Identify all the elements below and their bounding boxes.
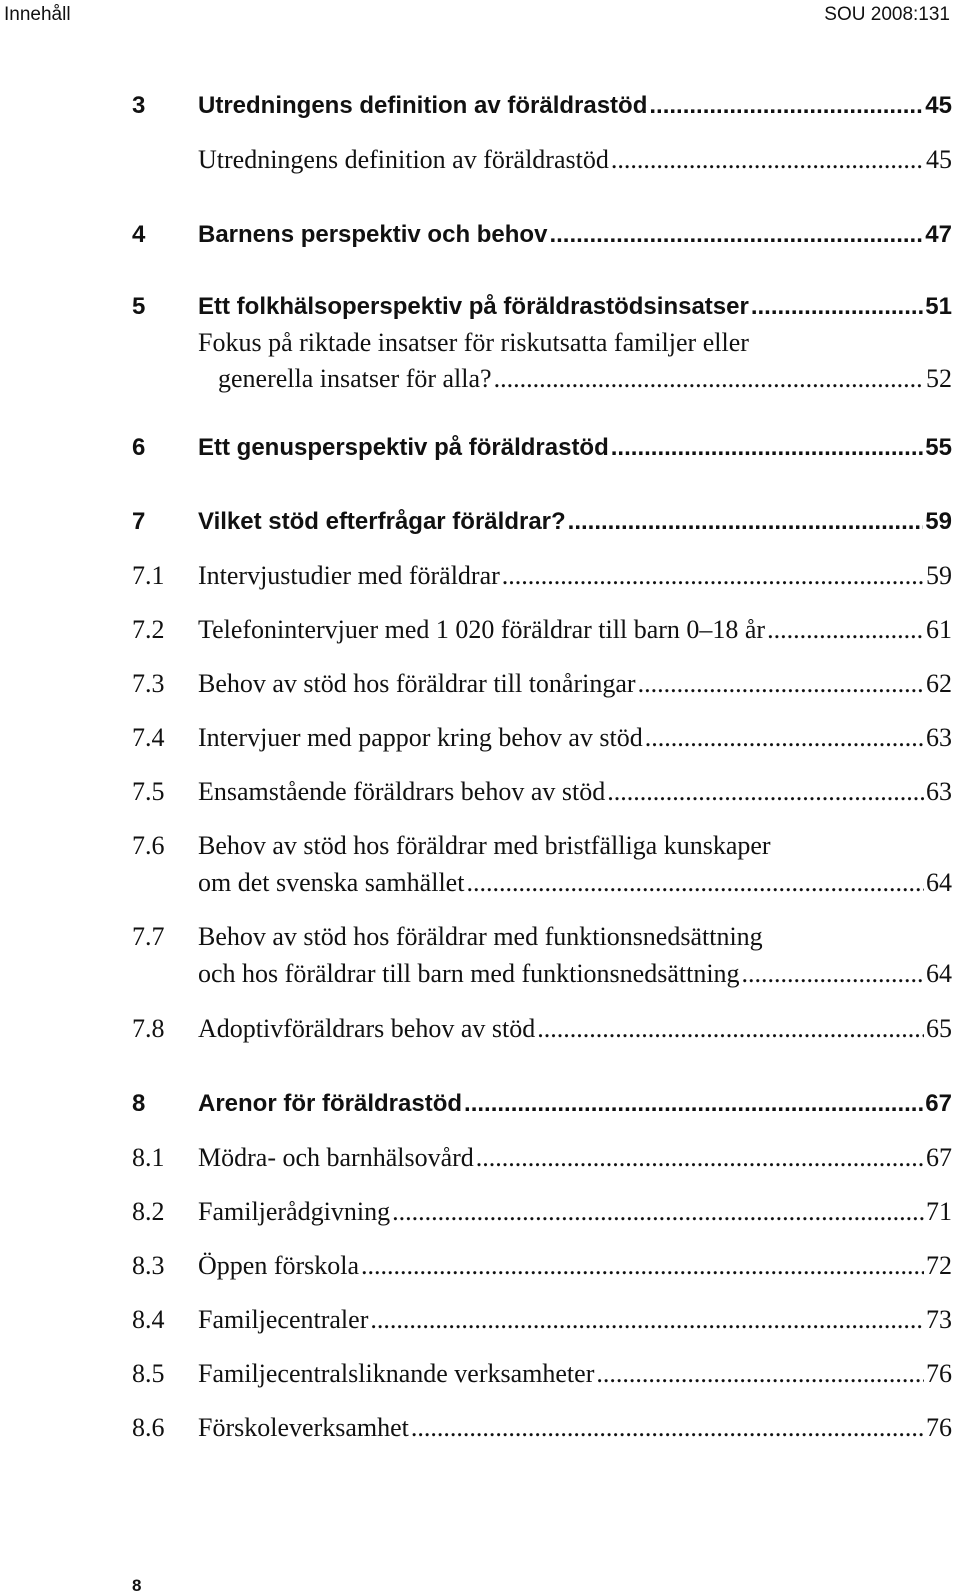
toc-title-first-line: Fokus på riktade insatser för riskutsatta familjer eller <box>198 328 749 357</box>
page-number: 8 <box>132 1576 142 1595</box>
toc-dot-leader <box>742 959 924 989</box>
toc-dot-leader <box>537 1014 924 1044</box>
toc-dot-leader <box>638 669 924 699</box>
toc-number: 8.6 <box>132 1413 165 1442</box>
toc-number: 6 <box>132 434 146 461</box>
toc-page: 71 <box>926 1197 952 1226</box>
toc-page: 45 <box>926 145 952 174</box>
toc-entry-7-5[interactable] <box>132 777 952 807</box>
toc-title: Familjecentralsliknande verksamheter <box>198 1359 595 1388</box>
toc-title: generella insatser för alla? <box>218 364 492 393</box>
toc-title: Barnens perspektiv och behov <box>198 221 548 248</box>
toc-page: 63 <box>926 723 952 752</box>
toc-page: 59 <box>925 508 952 535</box>
running-header-section: Innehåll <box>4 4 71 25</box>
toc-number: 8.5 <box>132 1359 165 1388</box>
toc-entry-7-3[interactable] <box>132 669 952 699</box>
toc-title: Utredningens definition av föräldrastöd <box>198 92 648 119</box>
toc-title-first-line: Behov av stöd hos föräldrar med bristfälliga kunskaper <box>198 831 771 860</box>
toc-title: Intervjuer med pappor kring behov av stöd <box>198 723 643 752</box>
toc-entry-7-6[interactable] <box>132 831 952 861</box>
toc-title: Öppen förskola <box>198 1251 360 1280</box>
toc-page: 45 <box>925 92 952 119</box>
toc-title: Familjerådgivning <box>198 1197 391 1226</box>
toc-dot-leader <box>767 615 924 645</box>
toc-number: 4 <box>132 221 146 248</box>
toc-number: 7.4 <box>132 723 165 752</box>
toc-dot-leader <box>549 221 923 249</box>
toc-title: Ett genusperspektiv på föräldrastöd <box>198 434 609 461</box>
toc-page: 59 <box>926 561 952 590</box>
toc-number: 8.4 <box>132 1305 165 1334</box>
toc-number: 7.3 <box>132 669 165 698</box>
toc-page: 72 <box>926 1251 952 1280</box>
toc-title: Arenor för föräldrastöd <box>198 1090 463 1117</box>
toc-number: 7.6 <box>132 831 165 860</box>
toc-entry-8-4[interactable] <box>132 1305 952 1335</box>
toc-number: 7.5 <box>132 777 165 806</box>
toc-entry-7-7-continued[interactable] <box>132 959 952 989</box>
toc-entry-7-2[interactable] <box>132 615 952 645</box>
toc-entry-chapter-6[interactable] <box>132 434 952 462</box>
toc-entry-chapter-5[interactable] <box>132 293 952 321</box>
toc-dot-leader <box>751 293 923 321</box>
toc-dot-leader <box>649 92 923 120</box>
toc-title: Adoptivföräldrars behov av stöd <box>198 1014 536 1043</box>
toc-entry[interactable] <box>132 364 952 394</box>
toc-number: 7.1 <box>132 561 165 590</box>
toc-dot-leader <box>464 1090 923 1118</box>
toc-entry-8-1[interactable] <box>132 1143 952 1173</box>
toc-entry-8-5[interactable] <box>132 1359 952 1389</box>
toc-dot-leader <box>392 1197 924 1227</box>
toc-number: 8 <box>132 1090 146 1117</box>
toc-title: Ett folkhälsoperspektiv på föräldrastödsinsatser <box>198 293 749 320</box>
toc-entry-7-4[interactable] <box>132 723 952 753</box>
toc-page: 51 <box>925 293 952 320</box>
toc-entry-7-7[interactable] <box>132 922 952 952</box>
toc-page: 67 <box>925 1090 952 1117</box>
toc-entry-chapter-7[interactable] <box>132 508 952 536</box>
toc-title: om det svenska samhället <box>198 868 465 897</box>
toc-number: 8.1 <box>132 1143 165 1172</box>
toc-entry-7-1[interactable] <box>132 561 952 591</box>
toc-title: Intervjustudier med föräldrar <box>198 561 500 590</box>
toc-title: Vilket stöd efterfrågar föräldrar? <box>198 508 566 535</box>
toc-number: 7.8 <box>132 1014 165 1043</box>
toc-dot-leader <box>611 145 924 175</box>
running-header-report-id: SOU 2008:131 <box>824 4 950 25</box>
toc-number: 7.2 <box>132 615 165 644</box>
toc-title: Behov av stöd hos föräldrar till tonåringar <box>198 669 636 698</box>
toc-entry-7-8[interactable] <box>132 1014 952 1044</box>
toc-entry-chapter-3[interactable] <box>132 92 952 120</box>
toc-page: 64 <box>926 868 952 897</box>
toc-dot-leader <box>502 561 924 591</box>
toc-number: 8.3 <box>132 1251 165 1280</box>
toc-entry-8-2[interactable] <box>132 1197 952 1227</box>
toc-title: Mödra- och barnhälsovård <box>198 1143 474 1172</box>
toc-dot-leader <box>611 434 924 462</box>
toc-entry-8-6[interactable] <box>132 1413 952 1443</box>
toc-page: 73 <box>926 1305 952 1334</box>
toc-title: Telefonintervjuer med 1 020 föräldrar till barn 0–18 år <box>198 615 766 644</box>
toc-page: 64 <box>926 959 952 988</box>
toc-entry-chapter-4[interactable] <box>132 221 952 249</box>
toc-dot-leader <box>466 868 924 898</box>
toc-entry-chapter-8[interactable] <box>132 1090 952 1118</box>
toc-number: 7.7 <box>132 922 165 951</box>
toc-number: 8.2 <box>132 1197 165 1226</box>
toc-entry[interactable] <box>132 145 952 175</box>
toc-title: Utredningens definition av föräldrastöd <box>198 145 609 174</box>
toc-title-first-line: Behov av stöd hos föräldrar med funktionsnedsättning <box>198 922 763 951</box>
toc-entry-7-6-continued[interactable] <box>132 868 952 898</box>
toc-page: 61 <box>926 615 952 644</box>
toc-dot-leader <box>596 1359 924 1389</box>
toc-dot-leader <box>411 1413 924 1443</box>
toc-page: 55 <box>925 434 952 461</box>
toc-title: och hos föräldrar till barn med funktionsnedsättning <box>198 959 740 988</box>
toc-title: Ensamstående föräldrars behov av stöd <box>198 777 606 806</box>
toc-page: 76 <box>926 1413 952 1442</box>
toc-page: 67 <box>926 1143 952 1172</box>
toc-entry-8-3[interactable] <box>132 1251 952 1281</box>
toc-dot-leader <box>361 1251 924 1281</box>
toc-page: 52 <box>926 364 952 393</box>
toc-number: 3 <box>132 92 146 119</box>
toc-page: 63 <box>926 777 952 806</box>
toc-page: 76 <box>926 1359 952 1388</box>
toc-dot-leader <box>645 723 924 753</box>
toc-dot-leader <box>370 1305 924 1335</box>
toc-page: 65 <box>926 1014 952 1043</box>
toc-dot-leader <box>476 1143 924 1173</box>
toc-page: 47 <box>925 221 952 248</box>
toc-dot-leader <box>607 777 924 807</box>
toc-page: 62 <box>926 669 952 698</box>
toc-dot-leader <box>494 364 924 394</box>
toc-number: 5 <box>132 293 146 320</box>
toc-title: Förskoleverksamhet <box>198 1413 409 1442</box>
toc-number: 7 <box>132 508 146 535</box>
toc-dot-leader <box>568 508 924 536</box>
toc-title: Familjecentraler <box>198 1305 369 1334</box>
